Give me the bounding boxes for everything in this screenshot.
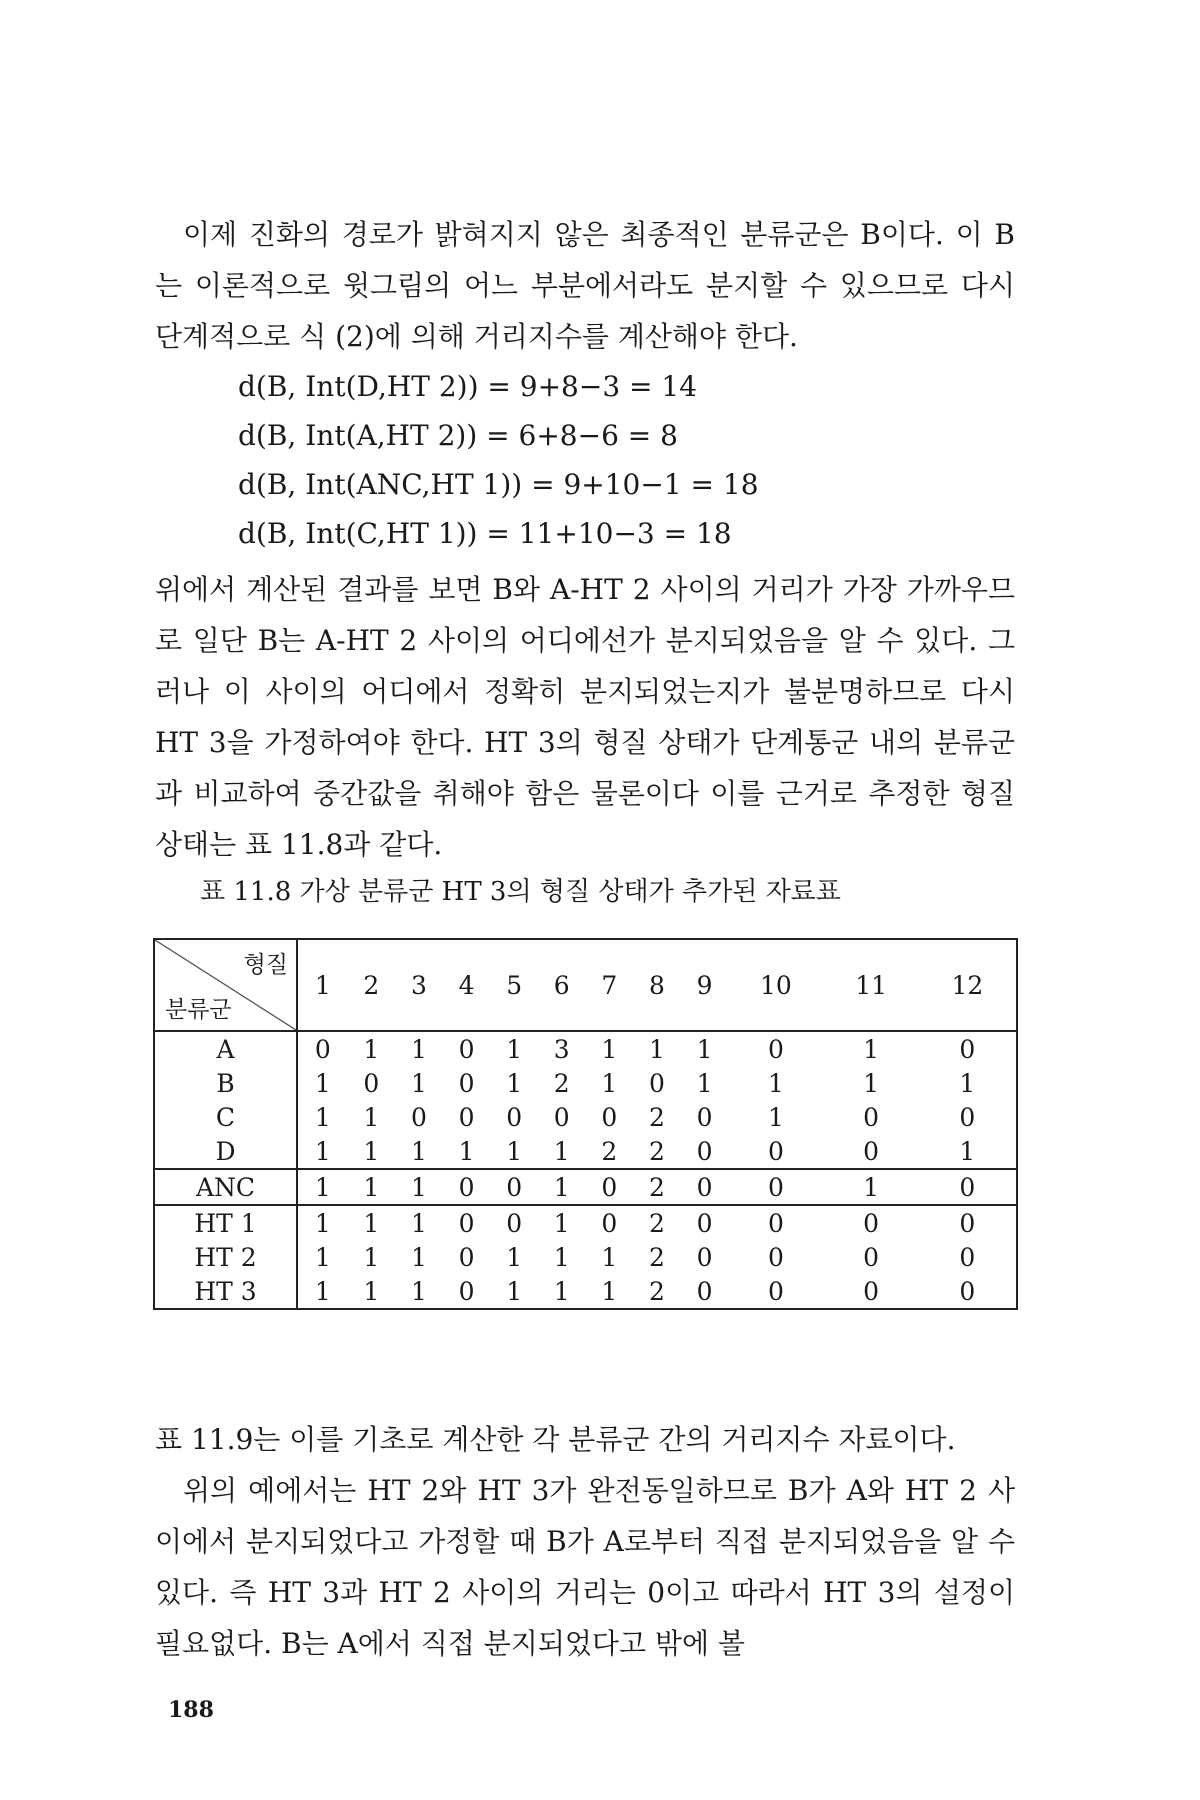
table-cell: 0	[767, 1242, 784, 1272]
table-cell: 0	[648, 1068, 665, 1098]
taxon-label: HT 2	[154, 1240, 297, 1274]
column-header: 6	[538, 939, 586, 1031]
taxon-label: HT 1	[154, 1205, 297, 1240]
table-cell: 2	[633, 1134, 681, 1169]
table-cell: 0	[767, 1208, 784, 1238]
table-cell: 1	[363, 1276, 380, 1306]
table-cell: 0	[728, 1134, 823, 1169]
table-cell: 1	[506, 1276, 523, 1306]
character-state-table	[153, 938, 1018, 1310]
table-cell: 0	[458, 1068, 475, 1098]
table-cell: 0	[458, 1242, 475, 1272]
table-cell: 0	[863, 1242, 880, 1272]
table-cell: 1	[411, 1276, 427, 1306]
table-cell: 1	[443, 1134, 491, 1169]
table-cell: 0	[553, 1102, 570, 1132]
table-cell: 1	[348, 1169, 396, 1205]
table-cell: 1	[538, 1134, 586, 1169]
table-cell: 1	[297, 1134, 348, 1169]
taxon-label: A	[154, 1031, 297, 1066]
table-cell: 0	[824, 1134, 919, 1169]
table-cell: 1	[314, 1242, 331, 1272]
table-cell: 0	[490, 1169, 538, 1205]
table-cell: 0	[458, 1276, 475, 1306]
table-cell: 0	[458, 1102, 475, 1132]
table-row	[154, 1169, 1017, 1205]
page-number: 188	[168, 1697, 214, 1723]
table-cell: 1	[553, 1276, 570, 1306]
table-cell: 0	[458, 1034, 475, 1064]
table-corner-cell	[154, 939, 297, 1031]
taxon-label: B	[154, 1066, 297, 1100]
table-cell: 1	[824, 1169, 919, 1205]
table-cell: 1	[314, 1102, 331, 1132]
table-cell: 0	[959, 1276, 976, 1306]
table-cell: 0	[601, 1208, 618, 1238]
table-cell: 0	[863, 1102, 880, 1132]
table-cell: 2	[586, 1134, 634, 1169]
table-cell: 2	[648, 1102, 665, 1132]
table-cell: 1	[601, 1034, 618, 1064]
table-cell: 1	[696, 1034, 713, 1064]
table-cell: 1	[363, 1102, 380, 1132]
table-cell: 0	[411, 1102, 427, 1132]
table-cell: 0	[959, 1242, 976, 1272]
table-cell: 0	[601, 1102, 618, 1132]
table-row	[154, 1205, 1017, 1240]
table-cell: 0	[863, 1208, 880, 1238]
table-cell: 1	[959, 1068, 976, 1098]
table-cell: 2	[648, 1276, 665, 1306]
table-cell: 0	[959, 1034, 976, 1064]
table-cell: 1	[553, 1208, 570, 1238]
table-cell: 1	[538, 1169, 586, 1205]
table-cell: 2	[553, 1068, 570, 1098]
table-cell: 0	[314, 1034, 331, 1064]
table-cell: 1	[601, 1242, 618, 1272]
table-cell: 0	[728, 1169, 823, 1205]
column-header: 3	[395, 939, 443, 1031]
table-cell: 1	[863, 1034, 880, 1064]
corner-label-taxon: 분류군	[165, 997, 232, 1023]
table-cell: 1	[411, 1242, 427, 1272]
table-cell: 1	[863, 1068, 880, 1098]
column-header: 10	[728, 939, 823, 1031]
column-header: 2	[348, 939, 396, 1031]
table-row	[154, 1066, 1017, 1100]
table-cell: 3	[553, 1034, 570, 1064]
table-cell: 1	[411, 1208, 427, 1238]
table-cell: 1	[696, 1068, 713, 1098]
column-header: 1	[297, 939, 348, 1031]
table-cell: 0	[863, 1276, 880, 1306]
table-cell: 1	[553, 1242, 570, 1272]
table-cell: 1	[506, 1242, 523, 1272]
table-cell: 0	[767, 1034, 784, 1064]
table-cell: 2	[648, 1242, 665, 1272]
table-cell: 1	[767, 1068, 784, 1098]
table-row	[154, 1031, 1017, 1066]
conclusion-paragraph: 위의 예에서는 HT 2와 HT 3가 완전동일하므로 B가 A와 HT 2 사이에서 분지되었다고 가정할 때 B가 A로부터 직접 분지되었음을 알 수 있다. 즉 HT 3과 HT 2 사이의 거리는 0이고 따라서 HT 3의 설정이 필요없다. B는 A에서 직접 분지되었다고 밖에 볼	[155, 1474, 1015, 1660]
table-cell: 1	[601, 1276, 618, 1306]
table-cell: 1	[601, 1068, 618, 1098]
table-cell: 2	[648, 1208, 665, 1238]
table-cell: 0	[919, 1169, 1017, 1205]
table-cell: 1	[314, 1276, 331, 1306]
table-cell: 1	[919, 1134, 1017, 1169]
table-cell: 0	[586, 1169, 634, 1205]
table-cell: 1	[297, 1169, 348, 1205]
table-cell: 1	[411, 1068, 427, 1098]
table-cell: 1	[314, 1208, 331, 1238]
table-cell: 0	[681, 1169, 729, 1205]
table-cell: 1	[314, 1068, 331, 1098]
table-caption: 표 11.8 가상 분류군 HT 3의 형질 상태가 추가된 자료표	[200, 877, 841, 907]
table-cell: 1	[411, 1034, 427, 1064]
column-header: 12	[919, 939, 1017, 1031]
table-row	[154, 1100, 1017, 1134]
taxon-label: C	[154, 1100, 297, 1134]
equation: d(B, Int(A,HT 2)) = 6+8−6 = 8	[238, 419, 678, 452]
column-header: 9	[681, 939, 729, 1031]
table-cell: 0	[696, 1102, 713, 1132]
table-cell: 2	[633, 1169, 681, 1205]
table-cell: 0	[506, 1208, 523, 1238]
table-header-row	[154, 939, 1017, 1031]
column-header: 7	[586, 939, 634, 1031]
table-cell: 1	[648, 1034, 665, 1064]
equation: d(B, Int(C,HT 1)) = 11+10−3 = 18	[238, 517, 732, 550]
table-cell: 1	[506, 1068, 523, 1098]
equation: d(B, Int(ANC,HT 1)) = 9+10−1 = 18	[238, 468, 759, 501]
table-cell: 1	[363, 1034, 380, 1064]
result-paragraph: 위에서 계산된 결과를 보면 B와 A-HT 2 사이의 거리가 가장 가까우므로 일단 B는 A-HT 2 사이의 어디에선가 분지되었음을 알 수 있다. 그러나 이 사이의 어디에서 정확히 분지되었는지가 불분명하므로 다시 HT 3을 가정하여야 한다. HT 3의 형질 상태가 단계통군 내의 분류군과 비교하여 중간값을 취해야 함은 물론이다 이를 근거로 추정한 형질 상태는 표 11.8과 같다.	[155, 573, 1015, 861]
table-row	[154, 1274, 1017, 1309]
table-cell: 1	[767, 1102, 784, 1132]
table-cell: 0	[696, 1242, 713, 1272]
table-cell: 0	[681, 1134, 729, 1169]
table-cell: 0	[458, 1208, 475, 1238]
table-cell: 0	[506, 1102, 523, 1132]
table-cell: 0	[696, 1208, 713, 1238]
intro-paragraph: 이제 진화의 경로가 밝혀지지 않은 최종적인 분류군은 B이다. 이 B는 이론적으로 윗그림의 어느 부분에서라도 분지할 수 있으므로 다시 단계적으로 식 (2)에 의해 거리지수를 계산해야 한다.	[155, 218, 1015, 353]
column-header: 11	[824, 939, 919, 1031]
table-cell: 0	[767, 1276, 784, 1306]
column-header: 5	[490, 939, 538, 1031]
table-cell: 1	[490, 1134, 538, 1169]
table-cell: 1	[395, 1169, 443, 1205]
table-row	[154, 1134, 1017, 1169]
table-cell: 1	[506, 1034, 523, 1064]
equation: d(B, Int(D,HT 2)) = 9+8−3 = 14	[238, 370, 698, 403]
table-cell: 1	[348, 1134, 396, 1169]
table-cell: 1	[395, 1134, 443, 1169]
table-cell: 1	[363, 1208, 380, 1238]
table-cell: 0	[363, 1068, 380, 1098]
taxon-label: ANC	[154, 1169, 297, 1205]
column-header: 8	[633, 939, 681, 1031]
taxon-label: D	[154, 1134, 297, 1169]
table-cell: 0	[959, 1208, 976, 1238]
column-header: 4	[443, 939, 491, 1031]
table-cell: 0	[696, 1276, 713, 1306]
corner-label-character: 형질	[243, 952, 288, 978]
table-cell: 0	[959, 1102, 976, 1132]
table-cell: 0	[443, 1169, 491, 1205]
summary-paragraph: 표 11.9는 이를 기초로 계산한 각 분류군 간의 거리지수 자료이다.	[155, 1423, 956, 1456]
table-row	[154, 1240, 1017, 1274]
taxon-label: HT 3	[154, 1274, 297, 1309]
table-cell: 1	[363, 1242, 380, 1272]
